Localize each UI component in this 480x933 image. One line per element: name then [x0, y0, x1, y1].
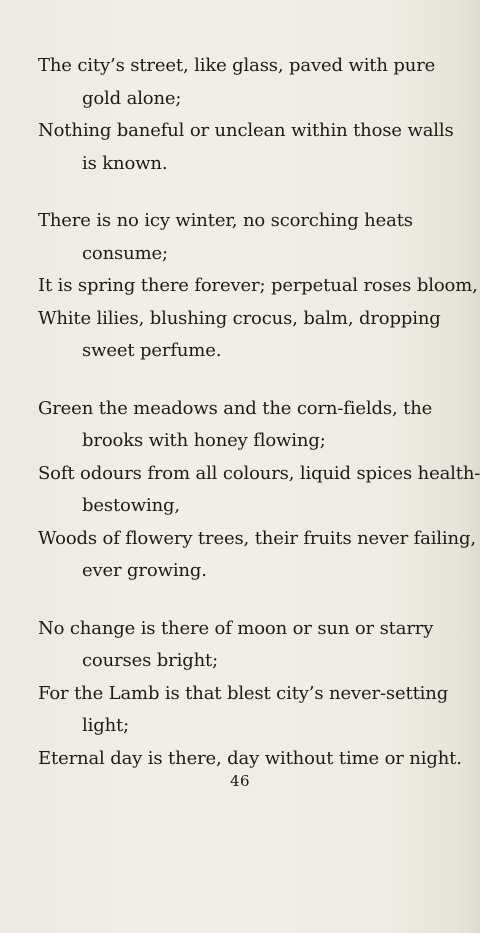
- stanza-1: [38, 50, 478, 180]
- verse-line-continuation: gold alone;: [82, 87, 182, 109]
- verse-line-text: For the Lamb is that blest city’s never-setting: [38, 682, 449, 704]
- verse-line: [38, 115, 478, 180]
- verse-line-continuation: courses bright;: [82, 650, 219, 671]
- verse-line: [38, 205, 478, 270]
- stanza-4: [38, 613, 478, 776]
- verse-line: [38, 270, 478, 303]
- poem: [38, 50, 478, 800]
- verse-line-continuation: light;: [82, 715, 130, 736]
- verse-line-text: Green the meadows and the corn-fields, the: [38, 397, 433, 419]
- verse-line: [38, 393, 478, 458]
- verse-line-text: The city’s street, like glass, paved with pure: [38, 55, 436, 76]
- verse-line: [38, 50, 478, 115]
- verse-line-text: There is no icy winter, no scorching heats: [38, 210, 413, 231]
- verse-line-text: Soft odours from all colours, liquid spices health-: [38, 462, 480, 484]
- verse-line-text: Woods of flowery trees, their fruits never failing,: [38, 527, 476, 549]
- verse-line: [38, 743, 478, 776]
- verse-line: [38, 523, 478, 588]
- verse-line: [38, 458, 478, 523]
- stanza-3: [38, 393, 478, 588]
- verse-line-continuation: bestowing,: [82, 495, 180, 516]
- verse-line-continuation: sweet perfume.: [82, 340, 222, 361]
- verse-line: [38, 613, 478, 678]
- verse-line: [38, 678, 478, 743]
- verse-line-text: No change is there of moon or sun or starry: [38, 617, 434, 639]
- verse-line-text: Nothing baneful or unclean within those walls: [38, 120, 454, 141]
- verse-line-text: White lilies, blushing crocus, balm, dropping: [38, 307, 441, 329]
- page-number: 46: [229, 772, 251, 790]
- verse-line-continuation: is known.: [82, 152, 168, 174]
- verse-line-continuation: brooks with honey flowing;: [82, 430, 326, 451]
- stanza-2: [38, 205, 478, 368]
- verse-line-continuation: ever growing.: [82, 560, 207, 581]
- verse-line-continuation: consume;: [82, 242, 168, 264]
- verse-line-text: Eternal day is there, day without time or night.: [38, 747, 462, 769]
- verse-line: [38, 303, 478, 368]
- verse-line-text: It is spring there forever; perpetual roses bloom,: [38, 275, 478, 296]
